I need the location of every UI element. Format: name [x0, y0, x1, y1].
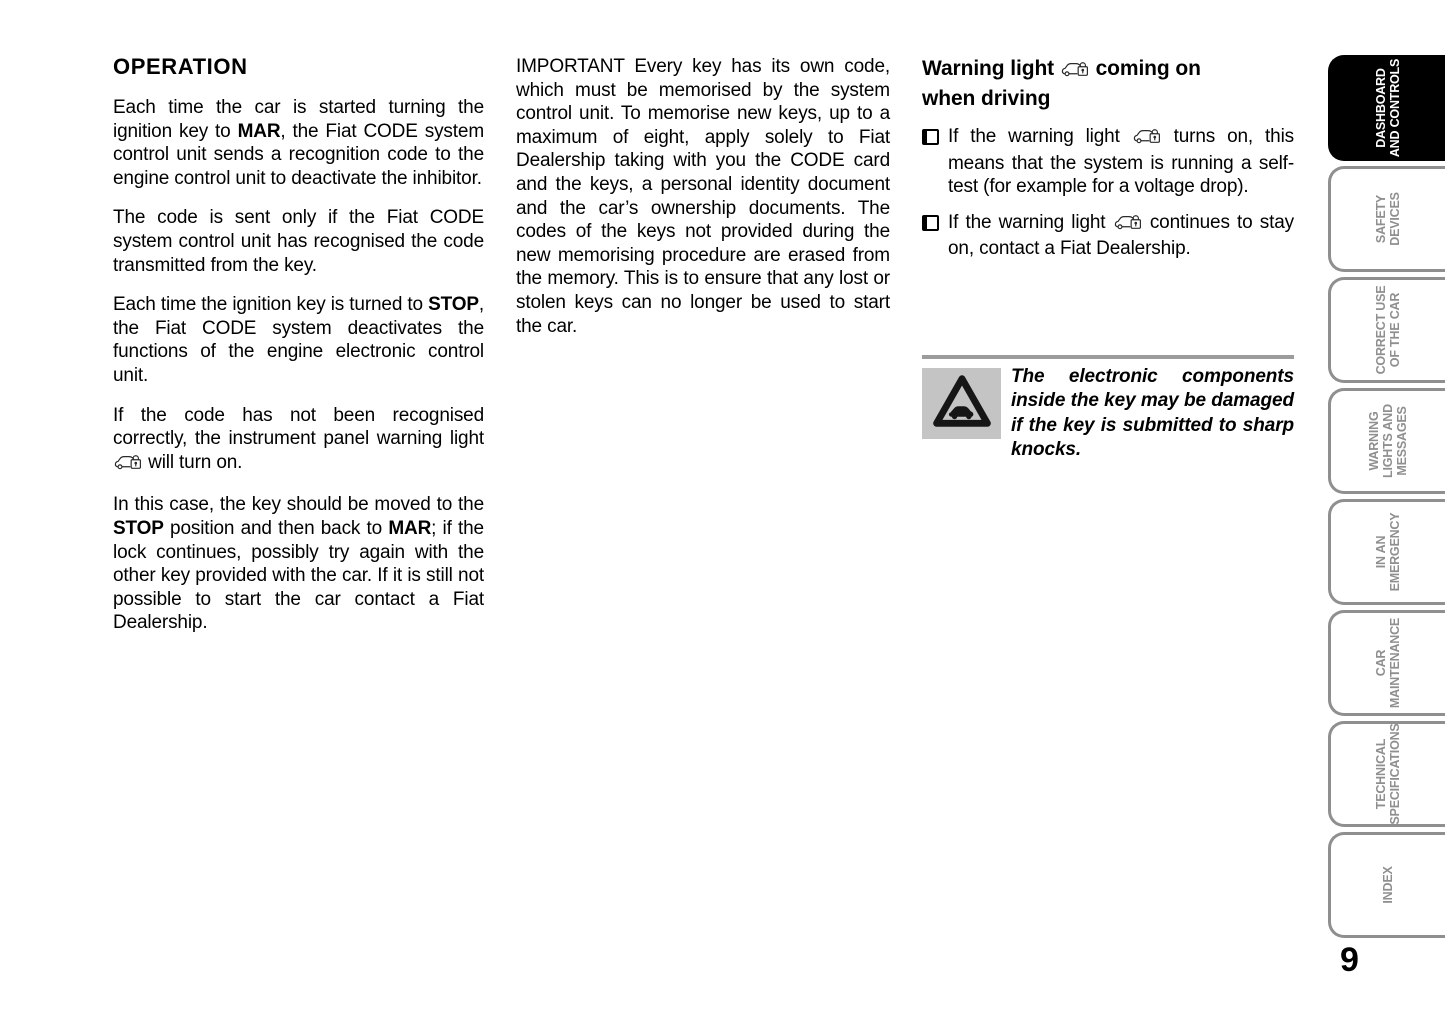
tab-warning-lights-and-messages[interactable] [1328, 388, 1445, 494]
tab-safety-devices[interactable] [1328, 166, 1445, 272]
list-item [922, 211, 1294, 261]
tab-label: IN AN EMERGENCY [1374, 512, 1402, 592]
tab-label: TECHNICAL SPECIFICATIONS [1374, 723, 1402, 825]
tab-label: WARNING LIGHTS AND MESSAGES [1367, 404, 1409, 478]
tab-label: DASHBOARD AND CONTROLS [1374, 58, 1402, 158]
fiat-code-warning-light-icon [1114, 212, 1142, 238]
tab-technical-specifications[interactable] [1328, 721, 1445, 827]
fiat-code-warning-light-icon [1061, 58, 1089, 85]
page-number: 9 [1340, 941, 1358, 979]
tab-label: SAFETY DEVICES [1374, 192, 1402, 246]
list-item-text: If the warning light continues to stay on, contact a Fiat Dealership. [948, 211, 1294, 260]
tab-label: CAR MAINTENANCE [1374, 617, 1402, 709]
caution-icon-box [922, 368, 1001, 439]
square-bullet-icon [922, 129, 939, 145]
paragraph: Each time the car is started turning the ignition key to MAR, the Fiat CODE system control unit sends a recognition code to the engine control unit to deactivate the inhibitor. [113, 97, 485, 189]
tab-car-maintenance[interactable] [1328, 610, 1445, 716]
sidebar-tabs [1328, 55, 1445, 938]
warning-light-heading: Warning light coming on when driving [922, 57, 1201, 110]
warning-triangle-car-icon [931, 373, 993, 434]
tab-label: INDEX [1381, 866, 1395, 904]
tab-in-an-emergency[interactable] [1328, 499, 1445, 605]
fiat-code-warning-light-icon [114, 452, 142, 478]
list-item-text: If the warning light turns on, this means that the system is running a self-test (for example for a voltage drop). [948, 126, 1294, 198]
divider [922, 355, 1294, 359]
paragraph: Each time the ignition key is turned to STOP, the Fiat CODE system deactivates the functions of the engine electronic control unit. [113, 294, 484, 386]
paragraph: The code is sent only if the Fiat CODE system control unit has recognised the code transmitted from the key. [113, 207, 484, 276]
paragraph: In this case, the key should be moved to the STOP position and then back to MAR; if the lock continues, possibly try again with the other key provided with the car. If it is still not possible to start the car contact a Fiat Dealership. [113, 494, 484, 634]
left-column [113, 55, 484, 651]
tab-dashboard-and-controls[interactable] [1328, 55, 1445, 161]
middle-column [516, 55, 890, 354]
tab-correct-use-of-the-car[interactable] [1328, 277, 1445, 383]
important-paragraph: IMPORTANT Every key has its own code, which must be memorised by the system control unit. To memorise new keys, up to a maximum of eight, apply solely to Fiat Dealership taking with you the CODE card and the keys, a personal identity document and the car’s ownership documents. The codes of the keys not provided during the new memorising procedure are erased from the memory. This is to ensure that any lost or stolen keys can no longer be used to start the car. [516, 56, 890, 337]
fiat-code-warning-light-icon [1133, 126, 1161, 152]
square-bullet-icon [922, 215, 939, 231]
right-column [922, 55, 1294, 463]
caution-box [922, 355, 1294, 463]
tab-index[interactable] [1328, 832, 1445, 938]
list-item [922, 125, 1294, 199]
caution-text: The electronic components inside the key may be damaged if the key is submitted to sharp knocks. [1011, 365, 1294, 461]
tab-label: CORRECT USE OF THE CAR [1374, 285, 1402, 375]
paragraph: If the code has not been recognised correctly, the instrument panel warning light will turn on. [113, 404, 484, 478]
section-title: OPERATION [113, 54, 248, 79]
